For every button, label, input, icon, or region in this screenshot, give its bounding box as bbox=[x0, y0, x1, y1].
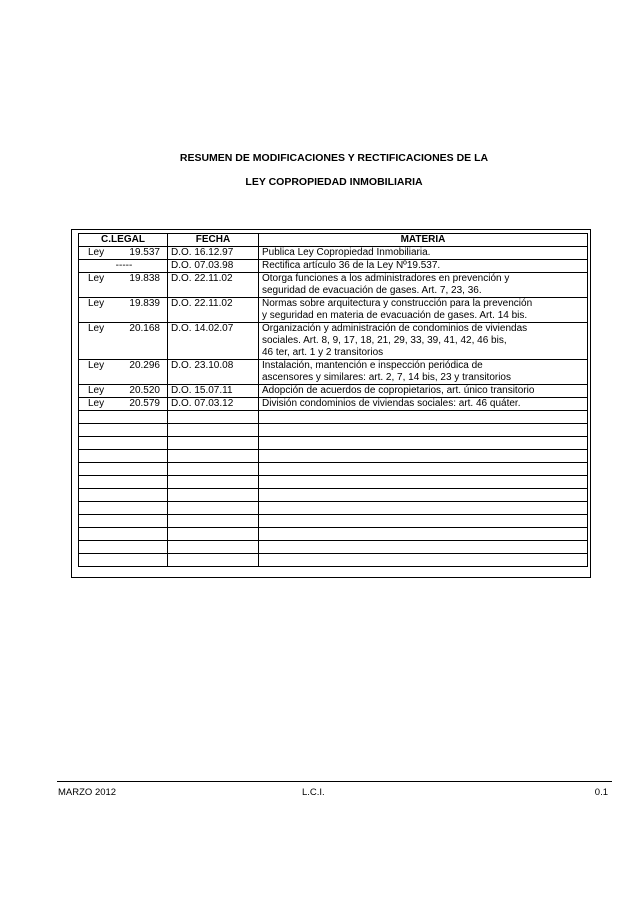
empty-table-row bbox=[79, 515, 588, 528]
document-title-line1: RESUMEN DE MODIFICACIONES Y RECTIFICACIONES DE LA bbox=[179, 152, 489, 164]
empty-cell bbox=[259, 502, 588, 515]
materia-line: Organización y administración de condominios de viviendas bbox=[262, 323, 528, 334]
materia-cell bbox=[259, 385, 588, 398]
column-header-legal: C.LEGAL bbox=[79, 234, 168, 247]
table-row bbox=[79, 385, 588, 398]
legal-number: ----- bbox=[115, 260, 133, 271]
empty-cell bbox=[259, 476, 588, 489]
empty-cell bbox=[259, 489, 588, 502]
fecha-cell: D.O. 22.11.02 bbox=[168, 298, 259, 323]
empty-cell bbox=[79, 450, 168, 463]
materia-line: Normas sobre arquitectura y construcción para la prevención bbox=[262, 298, 533, 309]
empty-cell bbox=[168, 541, 259, 554]
table-row bbox=[79, 247, 588, 260]
materia-line: 46 ter, art. 1 y 2 transitorios bbox=[262, 347, 384, 358]
modifications-table bbox=[78, 233, 588, 567]
empty-table-row bbox=[79, 437, 588, 450]
empty-cell bbox=[168, 476, 259, 489]
empty-cell bbox=[168, 411, 259, 424]
empty-cell bbox=[259, 463, 588, 476]
empty-cell bbox=[79, 528, 168, 541]
empty-cell bbox=[79, 554, 168, 567]
table-row bbox=[79, 398, 588, 411]
materia-line: Rectifica artículo 36 de la Ley Nº19.537. bbox=[262, 260, 441, 271]
materia-cell bbox=[259, 260, 588, 273]
legal-number: 20.168 bbox=[129, 323, 160, 334]
empty-cell bbox=[79, 463, 168, 476]
footer-divider bbox=[57, 781, 612, 782]
fecha-cell: D.O. 23.10.08 bbox=[168, 360, 259, 385]
fecha-cell: D.O. 15.07.11 bbox=[168, 385, 259, 398]
materia-line: sociales. Art. 8, 9, 17, 18, 21, 29, 33, 39, 41, 42, 46 bis, bbox=[262, 335, 507, 346]
legal-number: 19.839 bbox=[129, 298, 160, 309]
materia-line: Adopción de acuerdos de copropietarios, art. único transitorio bbox=[262, 385, 535, 396]
legal-type: Ley bbox=[88, 298, 105, 309]
fecha-cell: D.O. 07.03.98 bbox=[168, 260, 259, 273]
materia-line: Publica Ley Copropiedad Inmobiliaria. bbox=[262, 247, 431, 258]
materia-line: seguridad de evacuación de gases. Art. 7, 23, 36. bbox=[262, 285, 482, 296]
legal-type: Ley bbox=[88, 398, 105, 409]
document-title-line2: LEY COPROPIEDAD INMOBILIARIA bbox=[245, 176, 423, 188]
footer-code: L.C.I. bbox=[302, 787, 325, 798]
empty-cell bbox=[168, 424, 259, 437]
legal-number: 20.296 bbox=[129, 360, 160, 371]
empty-cell bbox=[79, 515, 168, 528]
materia-cell bbox=[259, 398, 588, 411]
empty-cell bbox=[259, 528, 588, 541]
materia-cell bbox=[259, 360, 588, 385]
table-row bbox=[79, 273, 588, 298]
table-header-row bbox=[79, 234, 588, 247]
legal-number: 20.579 bbox=[129, 398, 160, 409]
empty-cell bbox=[168, 502, 259, 515]
legal-cell bbox=[79, 298, 168, 323]
materia-line: Otorga funciones a los administradores en prevención y bbox=[262, 273, 510, 284]
empty-cell bbox=[79, 437, 168, 450]
legal-cell bbox=[79, 273, 168, 298]
empty-table-row bbox=[79, 476, 588, 489]
materia-cell bbox=[259, 273, 588, 298]
empty-cell bbox=[79, 489, 168, 502]
empty-table-row bbox=[79, 450, 588, 463]
legal-number: 19.537 bbox=[129, 247, 160, 258]
legal-cell bbox=[79, 385, 168, 398]
legal-cell bbox=[79, 360, 168, 385]
table-row bbox=[79, 360, 588, 385]
empty-cell bbox=[259, 437, 588, 450]
footer-page-number: 0.1 bbox=[594, 787, 608, 798]
empty-cell bbox=[168, 515, 259, 528]
table-row bbox=[79, 260, 588, 273]
materia-cell bbox=[259, 298, 588, 323]
empty-table-row bbox=[79, 528, 588, 541]
legal-type: Ley bbox=[88, 385, 105, 396]
footer-date: MARZO 2012 bbox=[58, 787, 117, 798]
empty-cell bbox=[259, 554, 588, 567]
empty-cell bbox=[259, 424, 588, 437]
empty-table-row bbox=[79, 541, 588, 554]
column-header-materia: MATERIA bbox=[259, 234, 588, 247]
legal-number: 20.520 bbox=[129, 385, 160, 396]
legal-type: Ley bbox=[88, 247, 105, 258]
materia-line: Instalación, mantención e inspección periódica de bbox=[262, 360, 483, 371]
materia-line: ascensores y similares: art. 2, 7, 14 bis, 23 y transitorios bbox=[262, 372, 511, 383]
materia-line: División condominios de viviendas sociales: art. 46 quáter. bbox=[262, 398, 521, 409]
empty-cell bbox=[168, 450, 259, 463]
empty-cell bbox=[259, 411, 588, 424]
table-row bbox=[79, 323, 588, 360]
empty-table-row bbox=[79, 554, 588, 567]
fecha-cell: D.O. 22.11.02 bbox=[168, 273, 259, 298]
materia-cell bbox=[259, 323, 588, 360]
column-header-fecha: FECHA bbox=[168, 234, 259, 247]
empty-cell bbox=[168, 437, 259, 450]
fecha-cell: D.O. 16.12.97 bbox=[168, 247, 259, 260]
empty-cell bbox=[168, 528, 259, 541]
legal-cell bbox=[79, 323, 168, 360]
legal-type: Ley bbox=[88, 323, 105, 334]
legal-cell bbox=[79, 260, 168, 273]
legal-cell bbox=[79, 398, 168, 411]
empty-cell bbox=[79, 424, 168, 437]
empty-cell bbox=[168, 489, 259, 502]
materia-cell bbox=[259, 247, 588, 260]
empty-table-row bbox=[79, 463, 588, 476]
empty-table-row bbox=[79, 502, 588, 515]
empty-cell bbox=[79, 476, 168, 489]
empty-cell bbox=[79, 502, 168, 515]
empty-cell bbox=[168, 554, 259, 567]
legal-type: Ley bbox=[88, 273, 105, 284]
empty-table-row bbox=[79, 489, 588, 502]
empty-cell bbox=[259, 515, 588, 528]
fecha-cell: D.O. 14.02.07 bbox=[168, 323, 259, 360]
legal-cell bbox=[79, 247, 168, 260]
empty-table-row bbox=[79, 424, 588, 437]
empty-cell bbox=[168, 463, 259, 476]
fecha-cell: D.O. 07.03.12 bbox=[168, 398, 259, 411]
empty-cell bbox=[79, 541, 168, 554]
empty-cell bbox=[79, 411, 168, 424]
empty-cell bbox=[259, 541, 588, 554]
legal-number: 19.838 bbox=[129, 273, 160, 284]
empty-table-row bbox=[79, 411, 588, 424]
table-row bbox=[79, 298, 588, 323]
materia-line: y seguridad en materia de evacuación de gases. Art. 14 bis. bbox=[262, 310, 528, 321]
legal-type: Ley bbox=[88, 360, 105, 371]
empty-cell bbox=[259, 450, 588, 463]
